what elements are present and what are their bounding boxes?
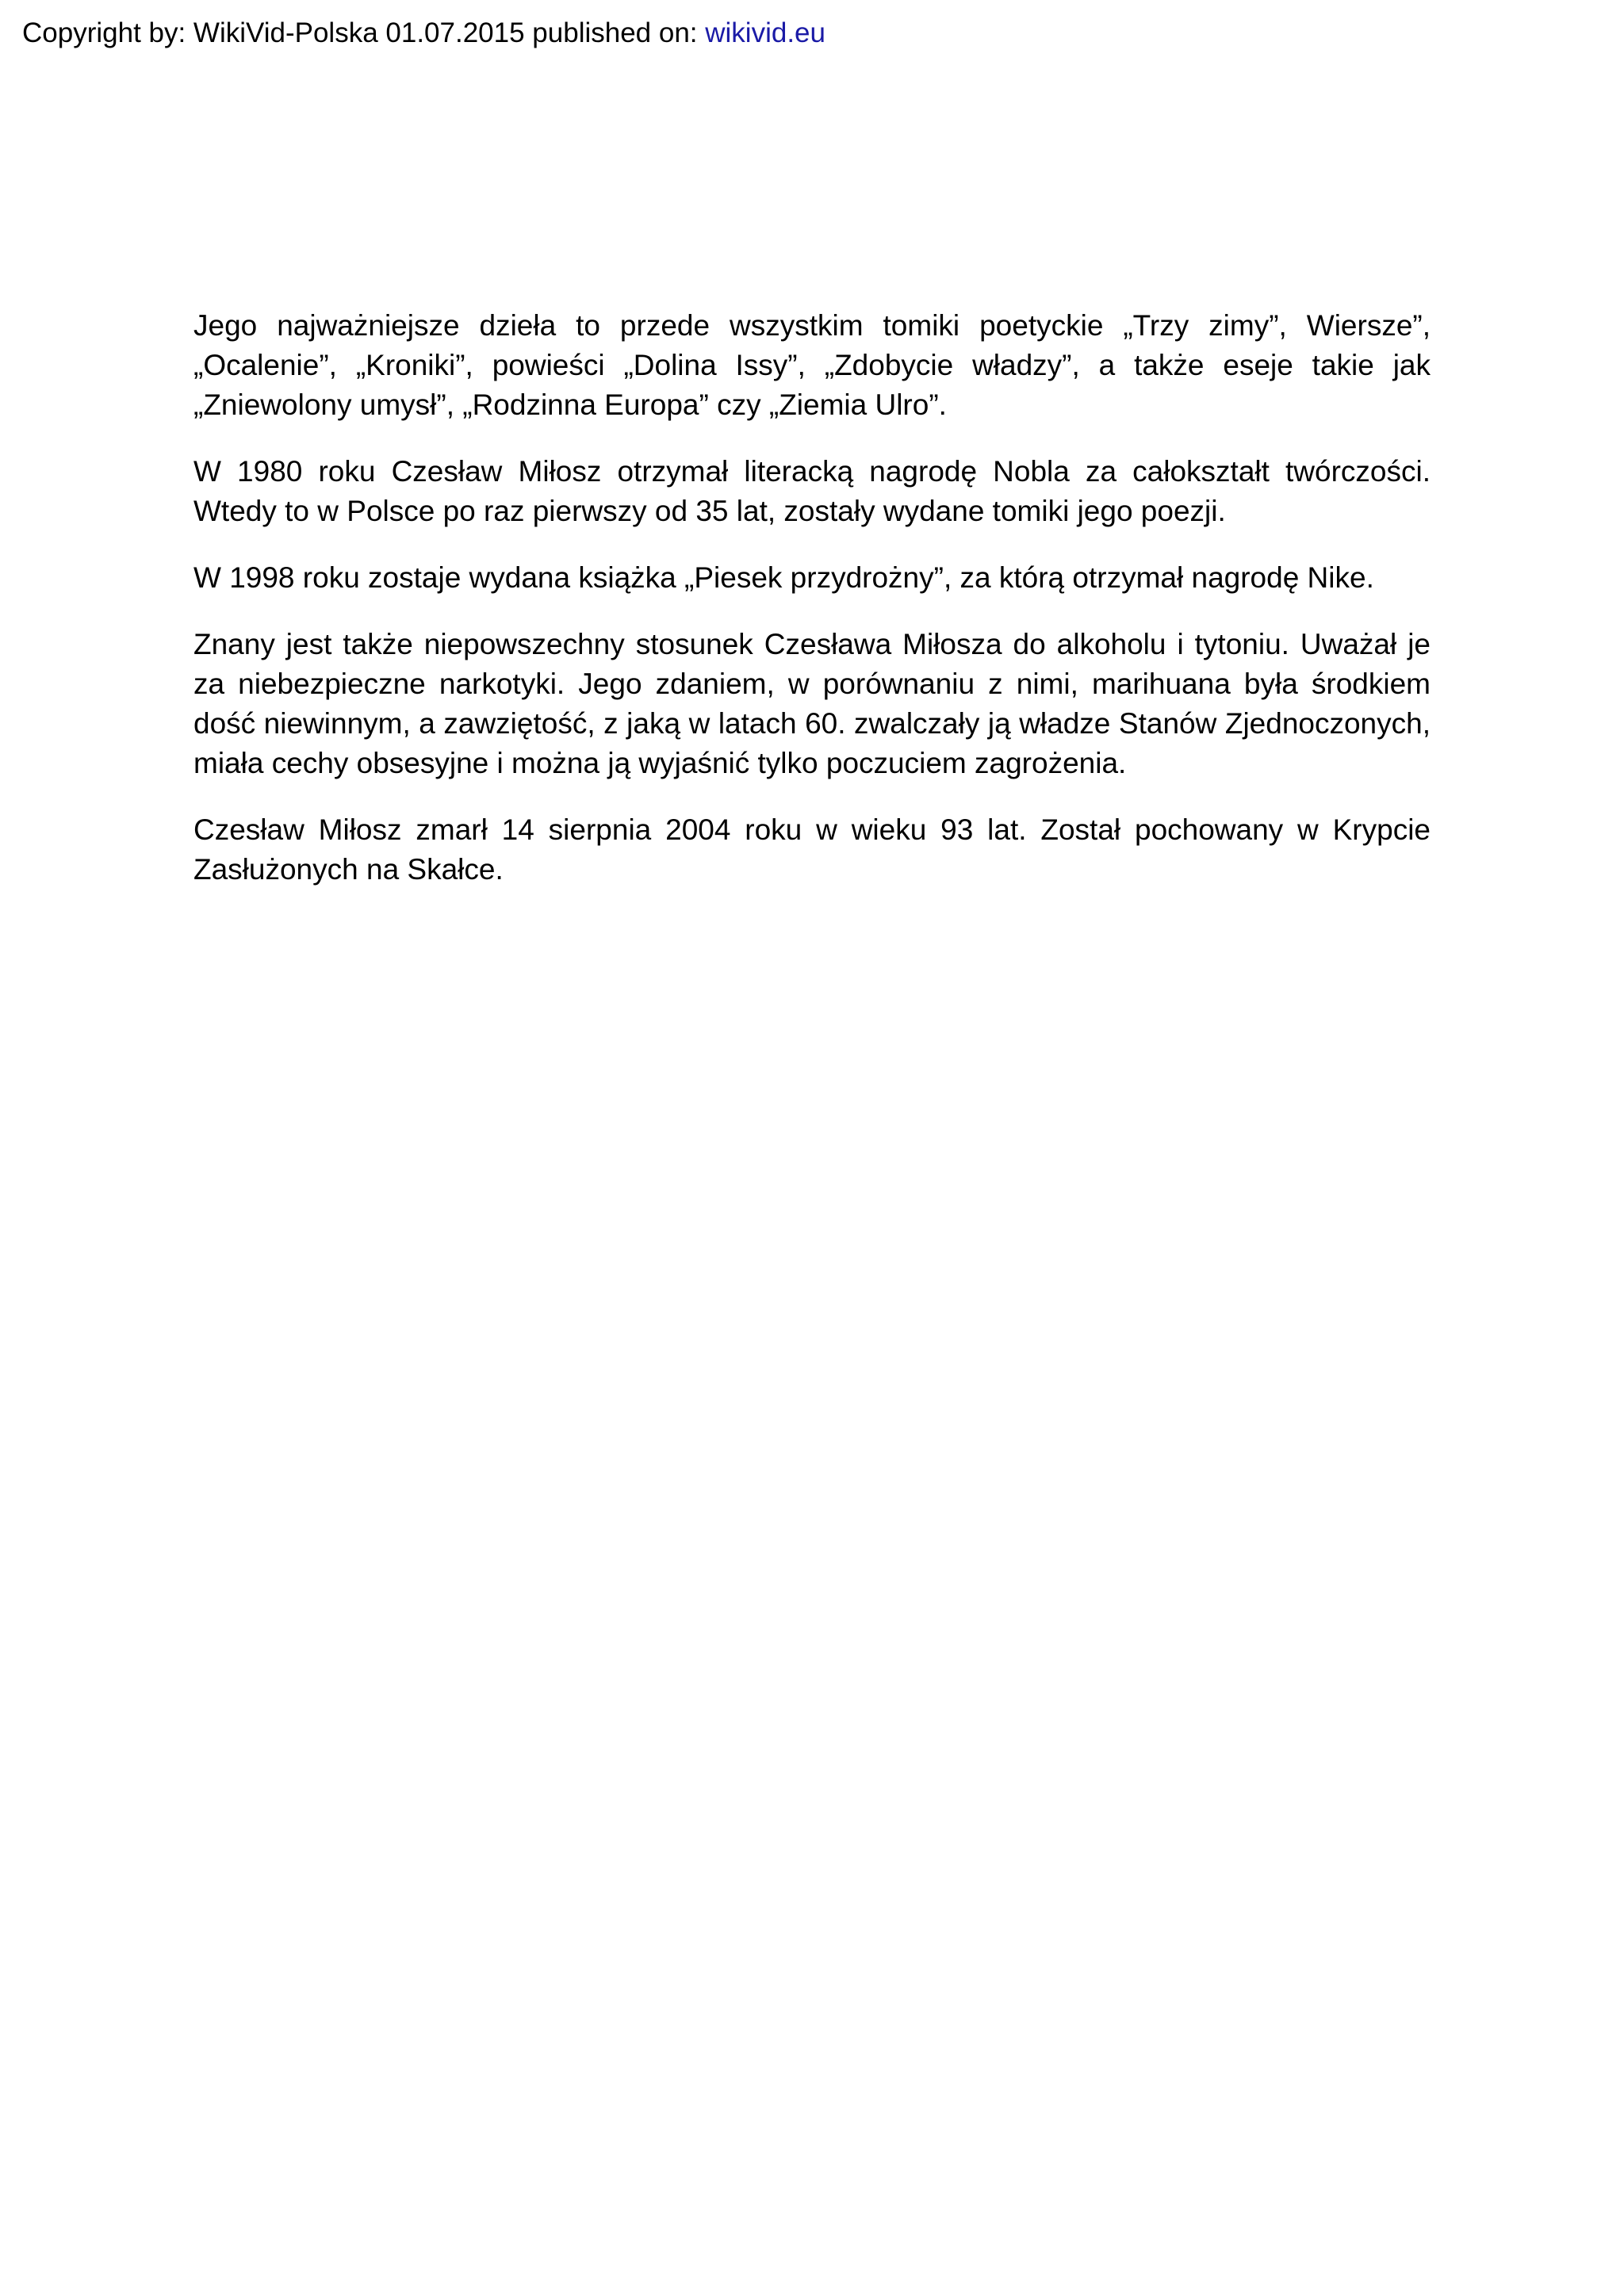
document-body	[193, 306, 1431, 916]
copyright-text: Copyright by: WikiVid-Polska 01.07.2015 published on:	[22, 17, 706, 48]
paragraph-nobel: W 1980 roku Czesław Miłosz otrzymał literacką nagrodę Nobla za całokształt twórczości. Wtedy to w Polsce po raz pierwszy od 35 lat, zostały wydane tomiki jego poezji.	[193, 455, 1431, 527]
site-link[interactable]: wikivid.eu	[705, 17, 825, 48]
paragraph-alcohol: Znany jest także niepowszechny stosunek Czesława Miłosza do alkoholu i tytoniu. Uważał je za niebezpieczne narkotyki. Jego zdaniem, w porównaniu z nimi, marihuana była środkiem dość niewinnym, a zawziętość, z jaką w latach 60. zwalczały ją władze Stanów Zjednoczonych, miała cechy obsesyjne i można ją wyjaśnić tylko poczuciem zagrożenia.	[193, 628, 1431, 779]
paragraph-works: Jego najważniejsze dzieła to przede wszystkim tomiki poetyckie „Trzy zimy”, Wiersze”, „Ocalenie”, „Kroniki”, powieści „Dolina Issy”, „Zdobycie władzy”, a także eseje takie jak „Zniewolony umysł”, „Rodzinna Europa” czy „Ziemia Ulro”.	[193, 309, 1431, 421]
paragraph-nike: W 1998 roku zostaje wydana książka „Piesek przydrożny”, za którą otrzymał nagrodę Nike.	[193, 561, 1374, 594]
paragraph-death: Czesław Miłosz zmarł 14 sierpnia 2004 roku w wieku 93 lat. Został pochowany w Krypcie Zasłużonych na Skałce.	[193, 813, 1431, 886]
copyright-header	[22, 14, 825, 52]
